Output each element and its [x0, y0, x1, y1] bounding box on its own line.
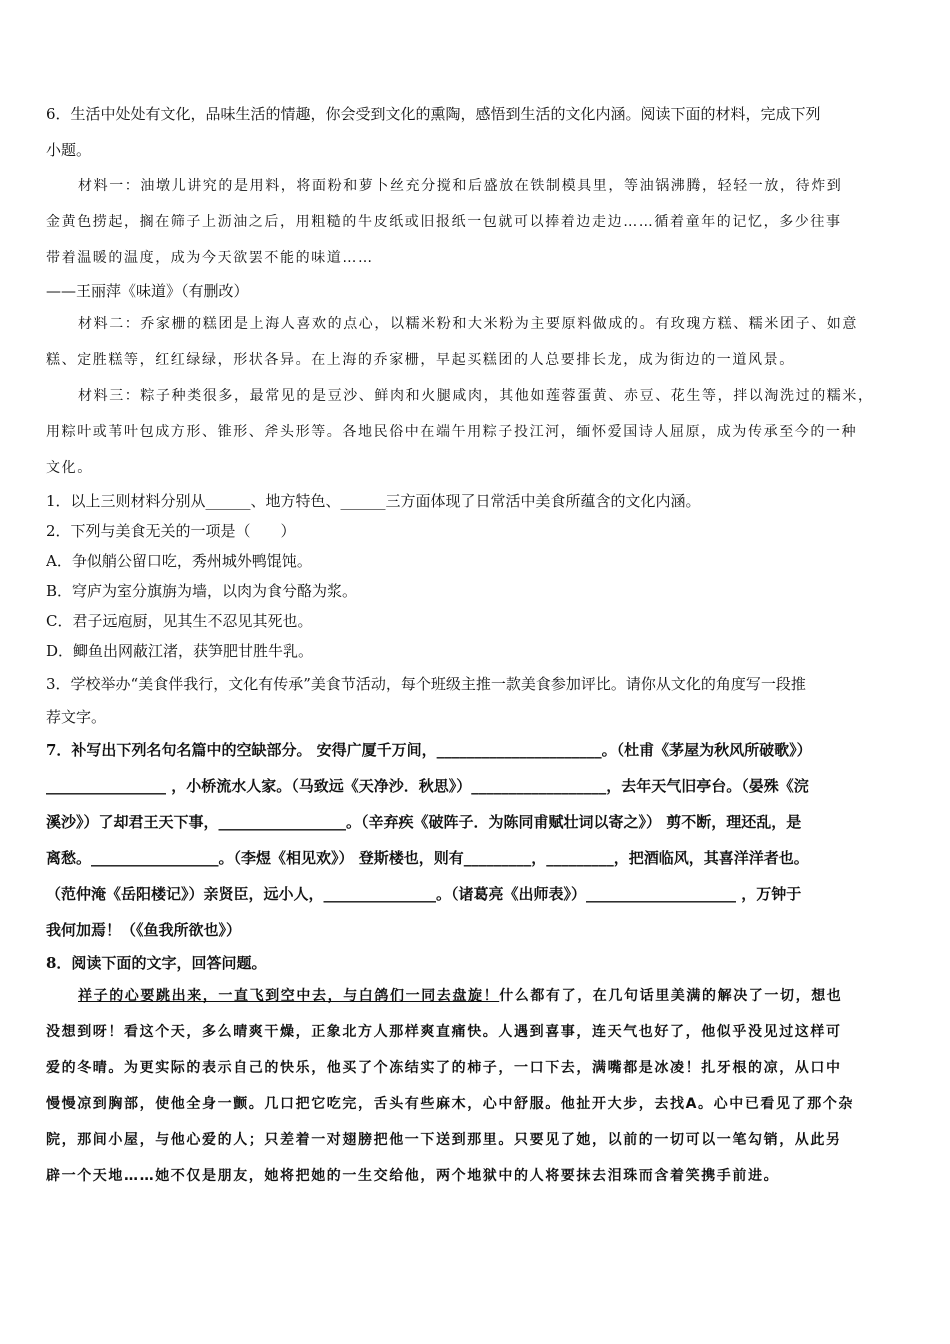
material-2-line-2: 糕、定胜糕等，红红绿绿，形状各异。在上海的乔家栅，早起买糕团的人总要排长龙，成为街边的一道风景。	[46, 352, 795, 368]
material-2-line-1: 材料二：乔家栅的糕团是上海人喜欢的点心，以糯米粉和大米粉为主要原料做成的。有玫瑰方糕、糯米团子、如意	[78, 316, 858, 332]
question-7	[46, 732, 912, 948]
option-c: C．君子远庖厨，见其生不忍见其死也。	[46, 612, 313, 630]
passage-line-2: 没想到呀！看这个天，多么晴爽干燥，正象北方人那样爽直痛快。人遇到喜事，连天气也好了，他似乎没见过这样可	[46, 1024, 842, 1040]
sub-question-2: 2．下列与美食无关的一项是（ ）	[46, 522, 296, 540]
q6-intro-line-2: 小题。	[46, 141, 92, 159]
option-b: B．穹庐为室分旗旃为墙，以肉为食兮酪为浆。	[46, 582, 358, 600]
passage-line-6: 辟一个天地……她不仅是朋友，她将把她的一生交给他，两个地狱中的人将要抹去泪珠而含着笑携手前进。	[46, 1168, 780, 1184]
material-3-line-1: 材料三：粽子种类很多，最常见的是豆沙、鲜肉和火腿咸肉，其他如莲蓉蛋黄、赤豆、花生等，拌以淘洗过的糯米，	[78, 388, 874, 404]
option-a: A．争似艄公留口吃，秀州城外鸭馄饨。	[46, 552, 312, 570]
sub-question-3-line-2: 荐文字。	[46, 708, 107, 726]
q7-line-5: （范仲淹《岳阳楼记》）亲贤臣，远小人，_______________。（诸葛亮《出师表》）____________________ ，万钟于	[46, 885, 802, 903]
passage-underlined-sentence: 祥子的心要跳出来，一直飞到空中去，与白鸽们一同去盘旋！	[78, 988, 500, 1004]
option-d: D．鲫鱼出网蔽江渚，获笋肥甘胜牛乳。	[46, 642, 314, 660]
sub-question-3-line-1: 3．学校举办“美食伴我行，文化有传承”美食节活动，每个班级主推一款美食参加评比。请你从文化的角度写一段推	[46, 675, 806, 693]
question-8	[46, 948, 912, 1194]
sub-question-1: 1．以上三则材料分别从______、地方特色、______三方面体现了日常活中美食所蕴含的文化内涵。	[46, 492, 701, 510]
q7-line-3: 溪沙》）了却君王天下事，_________________。（辛弃疾《破阵子．为陈同甫赋壮词以寄之》） 剪不断，理还乱，是	[46, 813, 802, 831]
material-3-line-3: 文化。	[46, 460, 93, 476]
passage-line-3: 爱的冬晴。为更实际的表示自己的快乐，他买了个冻结实了的柿子，一口下去，满嘴都是冰凌！扎牙根的凉，从口中	[46, 1060, 842, 1076]
material-1-line-1: 材料一：油墩儿讲究的是用料，将面粉和萝卜丝充分搅和后盛放在铁制模具里，等油锅沸腾，轻轻一放，待炸到	[78, 178, 843, 194]
q7-line-4: 离愁。_________________。（李煜《相见欢》） 登斯楼也，则有_________，_________，把酒临风，其喜洋洋者也。	[46, 849, 809, 867]
material-3-line-2: 用粽叶或苇叶包成方形、锥形、斧头形等。各地民俗中在端午用粽子投江河，缅怀爱国诗人屈原，成为传承至今的一种	[46, 424, 858, 440]
passage-line-1	[46, 978, 912, 1014]
q7-line-6: 我何加焉！（《鱼我所欲也》）	[46, 921, 242, 939]
exam-page	[46, 96, 912, 1194]
q8-title: 8．阅读下面的文字，回答问题。	[46, 954, 267, 972]
question-6	[46, 96, 912, 732]
q7-line-1: 7．补写出下列名句名篇中的空缺部分。 安得广厦千万间，______________________。（杜甫《茅屋为秋风所破歌》）	[46, 741, 812, 759]
material-1-line-2: 金黄色捞起，搁在筛子上沥油之后，用粗糙的牛皮纸或旧报纸一包就可以捧着边走边……循着童年的记忆，多少往事	[46, 214, 842, 230]
q7-line-2: ________________ ，小桥流水人家。（马致远《天净沙．秋思》）__________________，去年天气旧亭台。（晏殊《浣	[46, 777, 809, 795]
material-1-source: ——王丽萍《味道》（有删改）	[46, 282, 249, 300]
q6-intro-line-1: 6．生活中处处有文化，品味生活的情趣，你会受到文化的熏陶，感悟到生活的文化内涵。阅读下面的材料，完成下列	[46, 105, 821, 123]
passage-line-5: 院，那间小屋，与他心爱的人；只差着一对翅膀把他一下送到那里。只要见了她，以前的一切可以一笔勾销，从此另	[46, 1132, 842, 1148]
passage-line-1-rest: 什么都有了，在几句话里美满的解决了一切，想也	[499, 988, 843, 1004]
material-1-line-3: 带着温暖的温度，成为今天欲罢不能的味道……	[46, 250, 374, 266]
passage-line-4: 慢慢凉到胸部，使他全身一颤。几口把它吃完，舌头有些麻木，心中舒服。他扯开大步，去找A。心中已看见了那个杂	[46, 1096, 855, 1112]
